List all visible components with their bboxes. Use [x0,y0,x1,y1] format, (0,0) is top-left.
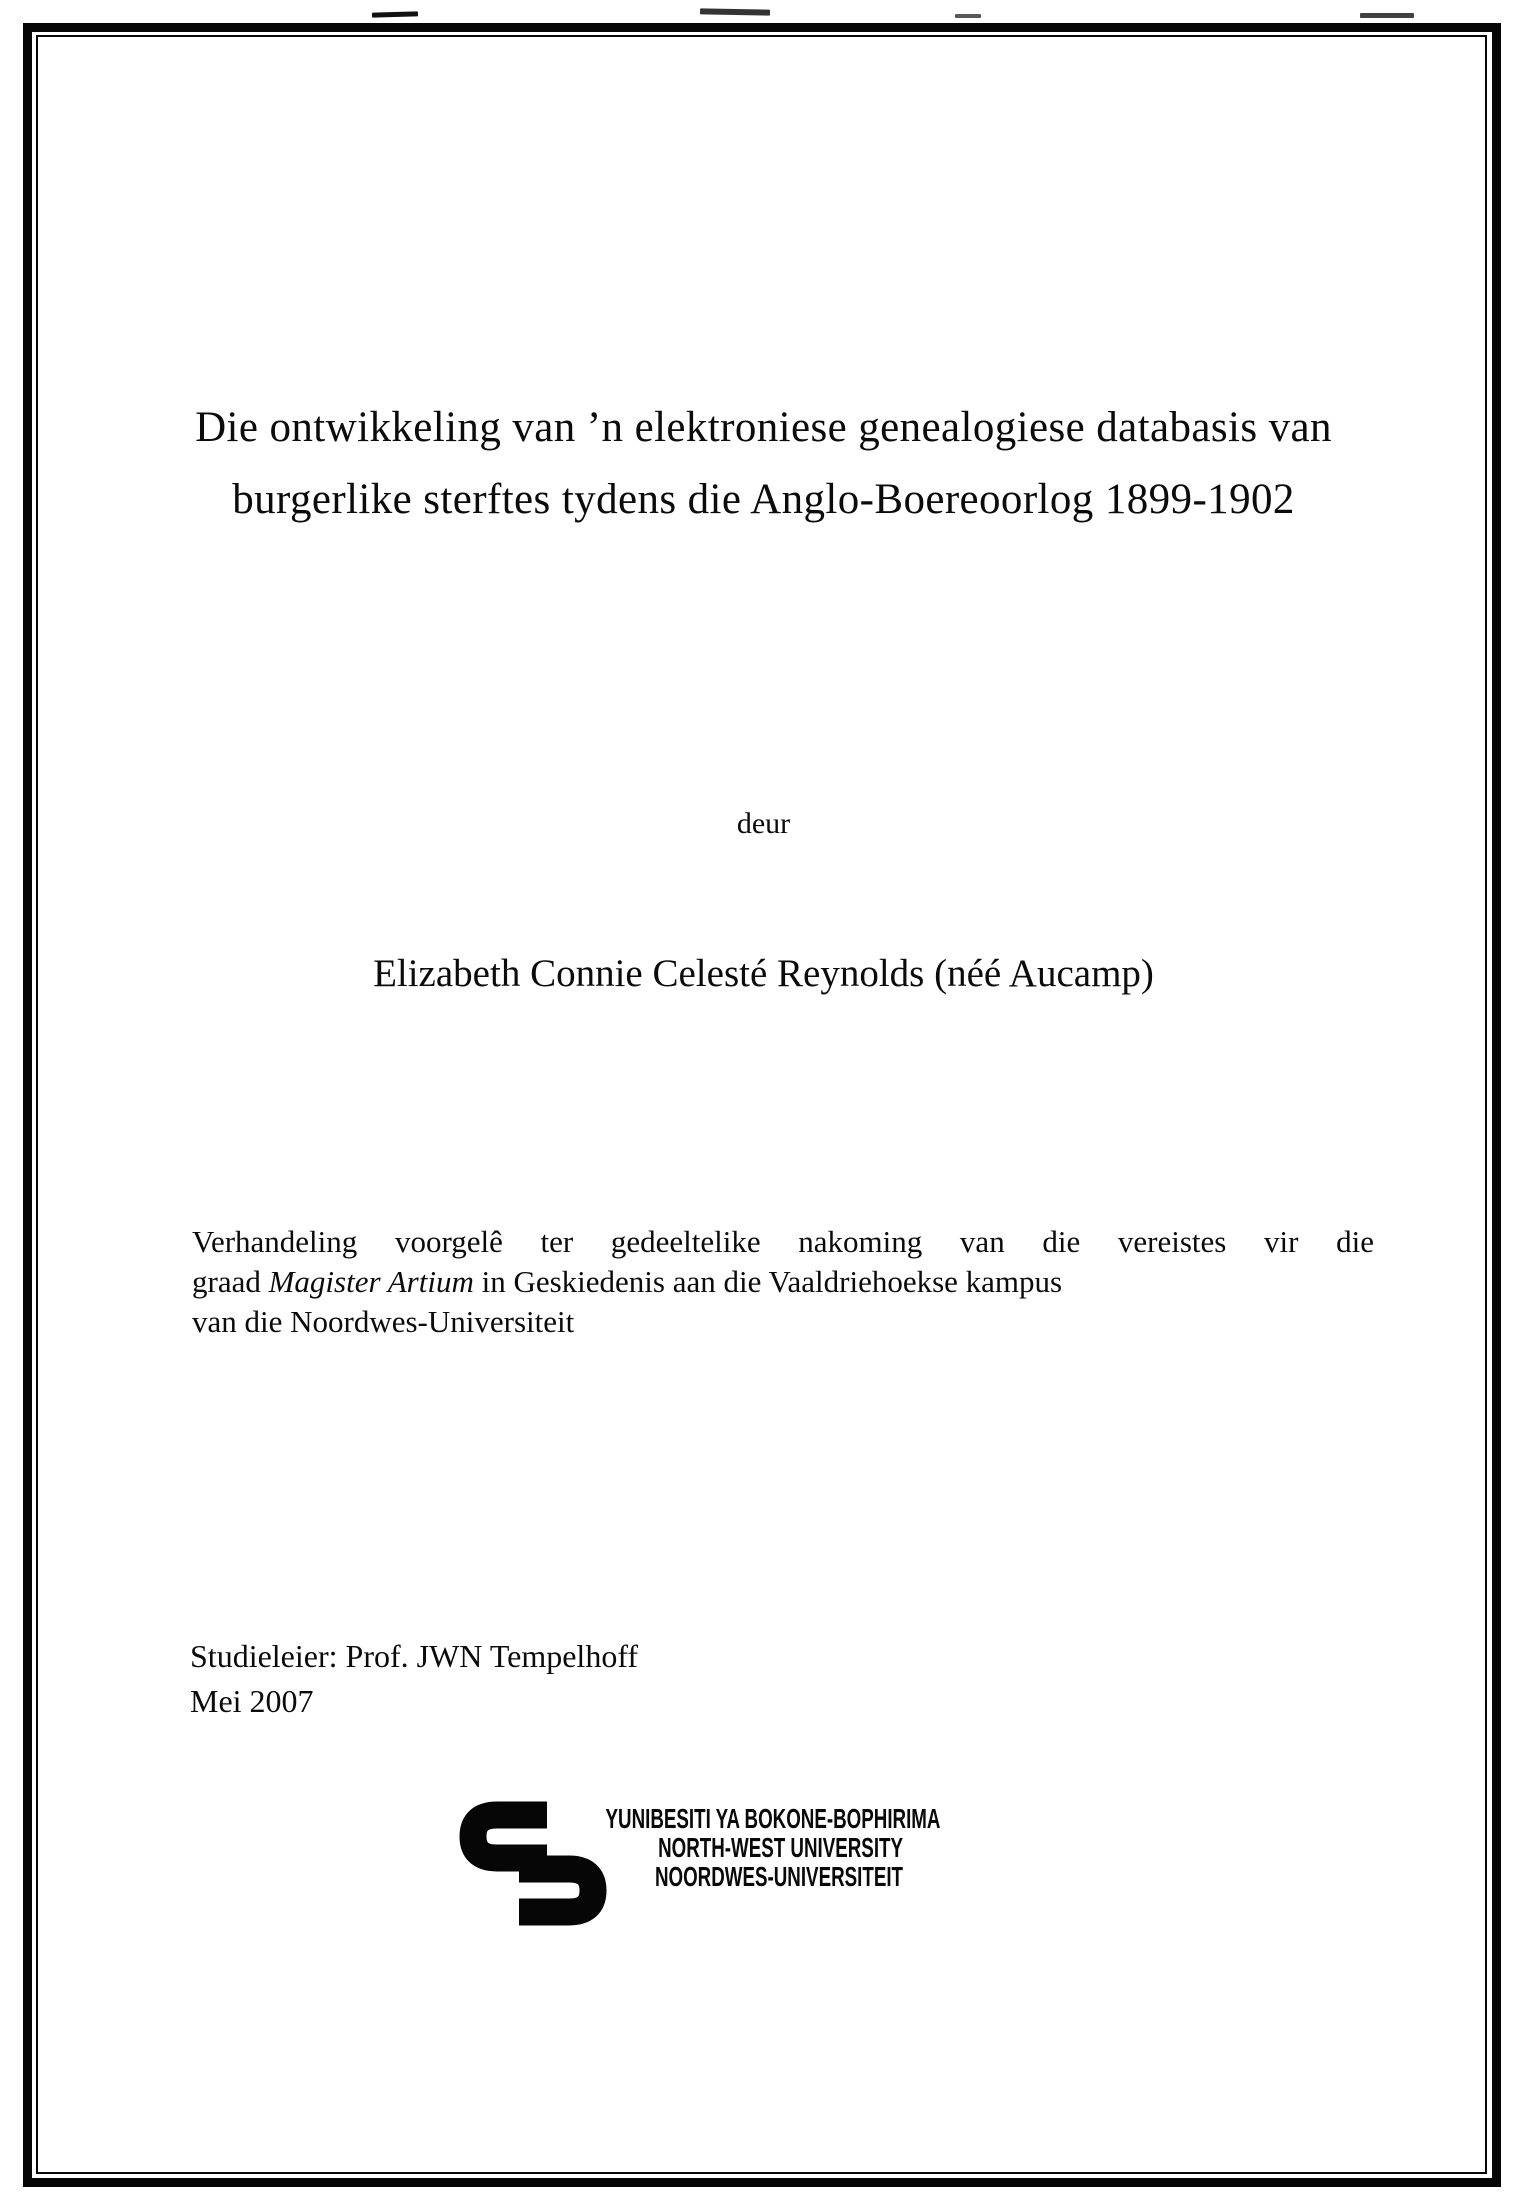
date-line: Mei 2007 [190,1683,314,1719]
nwu-chain-links-icon [459,1797,607,1935]
thesis-title-line1: Die ontwikkeling van ’n elektroniese genealogiese databasis van [195,404,1332,451]
university-name-setswana: YUNIBESITI YA BOKONE-BOPHIRIMA [605,1803,941,1834]
submission-line3: van die Noordwes-Universiteit [192,1304,575,1339]
submission-line2-suffix: in Geskiedenis aan die Vaaldriehoekse kampus [473,1264,1063,1299]
thesis-title [95,392,1432,536]
author-name: Elizabeth Connie Celesté Reynolds (néé Aucamp) [373,952,1154,995]
submission-line2-prefix: graad [192,1264,269,1299]
university-name-afrikaans: NOORDWES-UNIVERSITEIT [654,1861,903,1892]
credits-block [190,1634,638,1724]
scan-artifact [372,11,418,17]
university-name-english: NORTH-WEST UNIVERSITY [658,1832,903,1863]
university-logo [459,1795,1159,1935]
byline: deur [736,807,791,840]
university-logo-text [605,1803,941,1892]
submission-line1: Verhandeling voorgelê ter gedeeltelike nakoming van die vereistes vir die [192,1224,1374,1259]
degree-name: Magister Artium [268,1264,474,1299]
submission-statement [192,1222,1374,1342]
scan-artifact [1360,13,1414,18]
thesis-title-line2: burgerlike sterftes tydens die Anglo-Boereoorlog 1899-1902 [232,476,1295,523]
supervisor-line: Studieleier: Prof. JWN Tempelhoff [190,1638,639,1674]
submission-line2 [192,1262,1374,1302]
scan-artifact [955,14,981,18]
scan-artifact [700,8,770,15]
